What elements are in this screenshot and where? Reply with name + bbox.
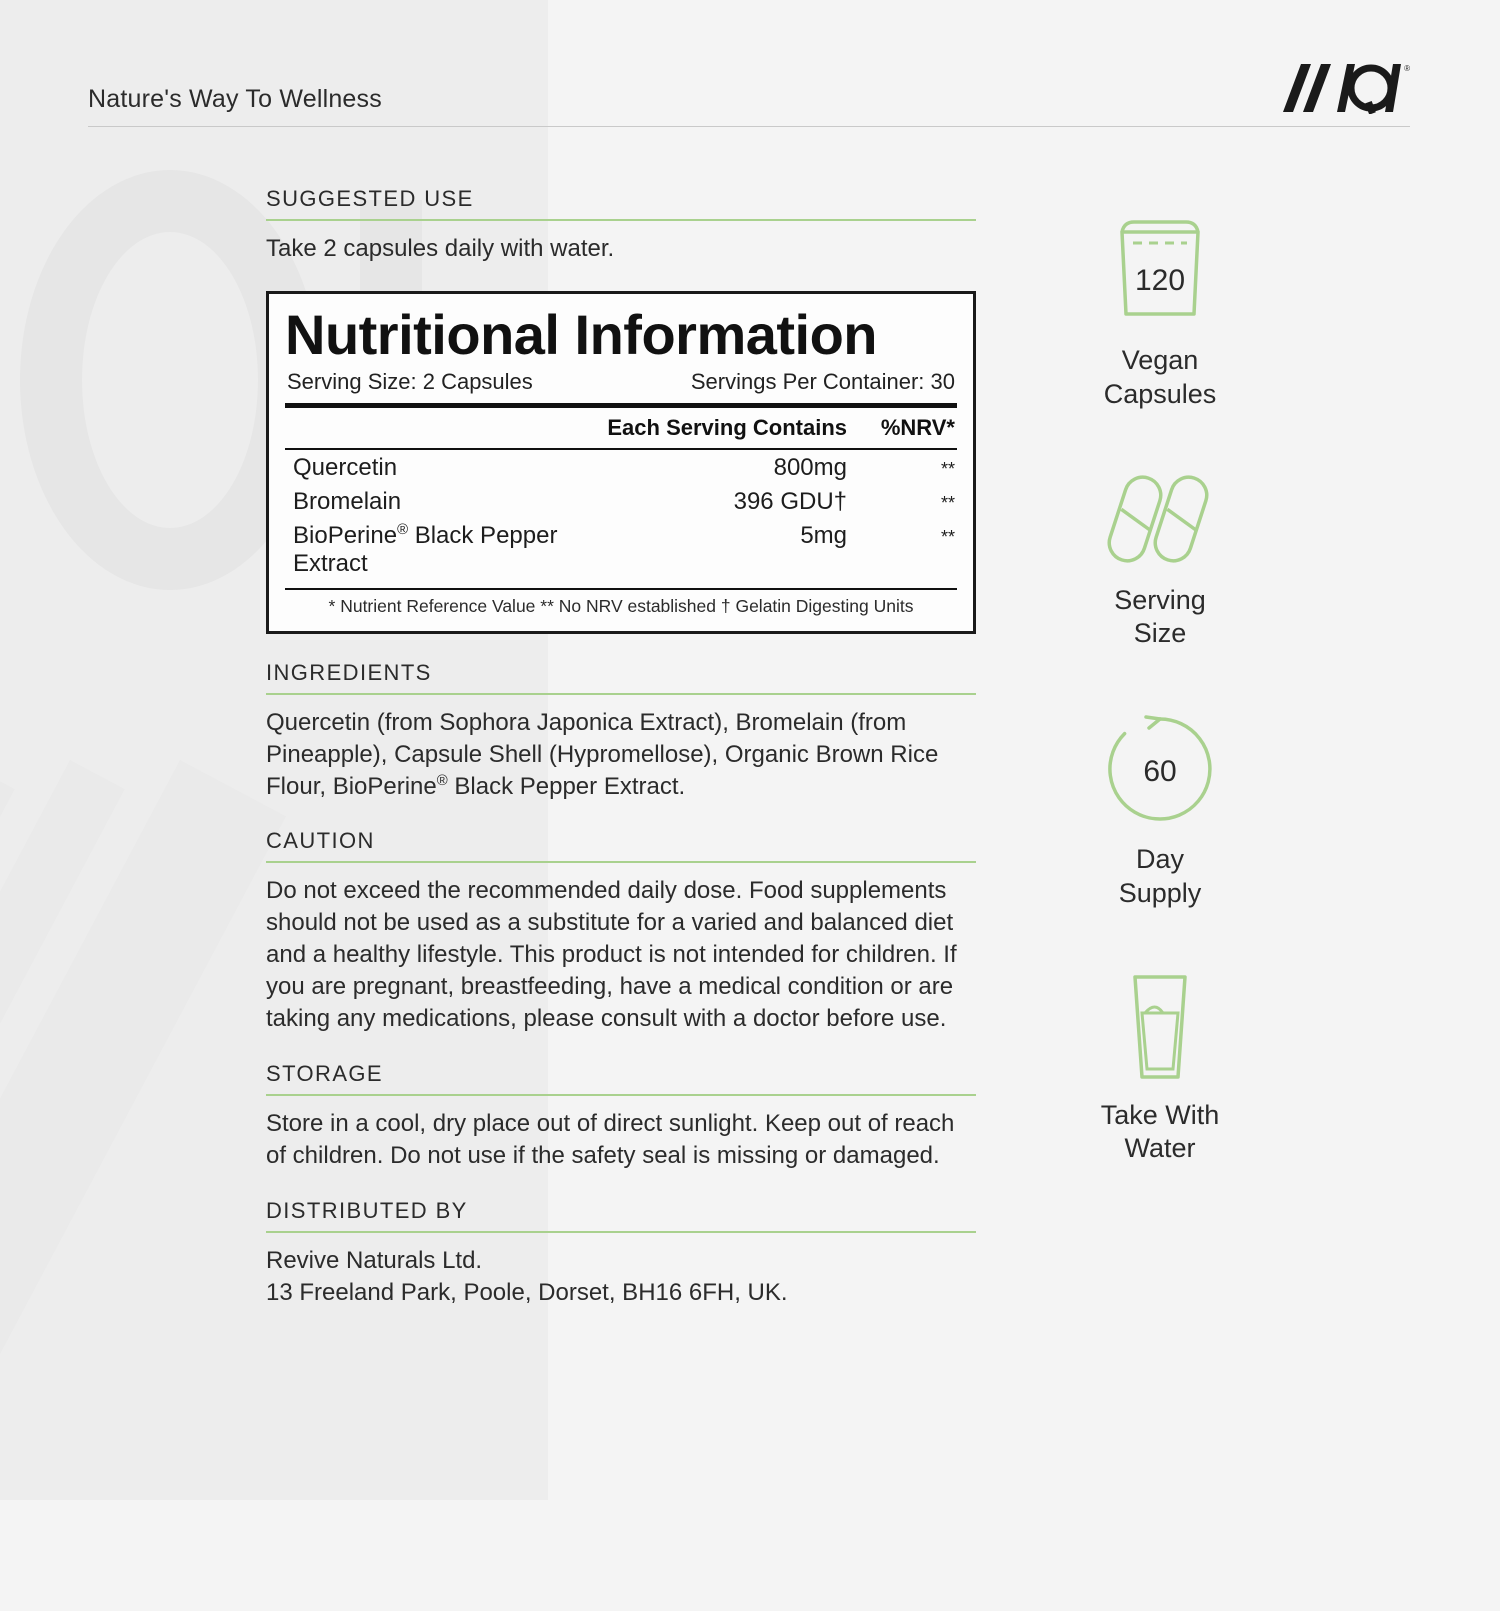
section-body-storage: Store in a cool, dry place out of direct sunlight. Keep out of reach of children. Do not use if the safety seal is missing or damaged. xyxy=(266,1109,955,1169)
nutrition-serving-size: Serving Size: 2 Capsules xyxy=(287,368,533,394)
feature-serving-size xyxy=(1095,470,1225,652)
section-body-caution: Do not exceed the recommended daily dose. Food supplements should not be used as a substitute for a varied and balanced diet and a healthy lifestyle. This product is not intended for children. If you are pregnant, breastfeeding, have a medical condition or are taking any medications, please consult with a doctor before use. xyxy=(266,877,957,1033)
nutrient-amount: 5mg xyxy=(800,521,847,549)
nutrition-column-headers xyxy=(285,408,957,450)
feature-label-line1: Day xyxy=(1135,844,1184,874)
nutrient-name: BioPerine® Black Pepper Extract xyxy=(293,521,558,577)
nutrition-serving-row xyxy=(285,365,957,408)
feature-icon-column xyxy=(1040,210,1280,1166)
feature-pouch xyxy=(1100,210,1220,412)
nutrient-nrv: ** xyxy=(940,458,955,479)
nutrient-amount: 396 GDU† xyxy=(733,487,847,515)
nutrient-amount: 800mg xyxy=(773,453,847,481)
pouch-icon xyxy=(1100,210,1220,330)
nutrient-nrv: ** xyxy=(940,492,955,513)
nutrition-title: Nutritional Information xyxy=(285,302,878,366)
table-row xyxy=(285,484,957,518)
table-row xyxy=(285,518,957,580)
section-heading-distributed-by: DISTRIBUTED BY xyxy=(266,1198,976,1233)
feature-day-supply xyxy=(1100,709,1220,911)
feature-label-line2: Water xyxy=(1124,1133,1196,1164)
feature-take-with-water xyxy=(1101,969,1220,1167)
section-body-ingredients: Quercetin (from Sophora Japonica Extract), Bromelain (from Pineapple), Capsule Shell (Hypromellose), Organic Brown Rice Flour, BioPerine® Black Pepper Extract. xyxy=(266,708,939,800)
nutrient-name: Quercetin xyxy=(293,453,398,481)
section-heading-storage: STORAGE xyxy=(266,1061,976,1096)
feature-label-vegan-capsules xyxy=(1104,344,1217,412)
nutrition-col-nrv-header: %NRV* xyxy=(880,414,955,440)
logo-registered-mark: ® xyxy=(1404,64,1410,73)
capsules-icon xyxy=(1095,470,1225,570)
feature-label-day-supply xyxy=(1119,843,1202,911)
nutrition-servings-per-container: Servings Per Container: 30 xyxy=(690,368,955,394)
feature-label-line2: Size xyxy=(1133,618,1187,649)
section-heading-caution: CAUTION xyxy=(266,828,976,863)
circle-clock-icon xyxy=(1100,709,1220,829)
water-glass-icon xyxy=(1105,969,1215,1085)
table-row xyxy=(285,450,957,484)
section-body-suggested-use: Take 2 capsules daily with water. xyxy=(266,235,615,262)
distributor-name: Revive Naturals Ltd. xyxy=(266,1246,483,1274)
feature-label-line1: Take With xyxy=(1100,1099,1220,1130)
feature-label-line2: Capsules xyxy=(1103,378,1217,409)
logo-101-icon xyxy=(1281,62,1401,114)
nutritional-information-panel xyxy=(266,291,976,634)
page-header xyxy=(88,62,1410,127)
day-supply-count: 60 xyxy=(1143,755,1177,788)
feature-label-line1: Serving xyxy=(1114,584,1206,615)
brand-logo xyxy=(1281,62,1410,114)
feature-label-line1: Vegan xyxy=(1121,345,1199,375)
distributor-address: 13 Freeland Park, Poole, Dorset, BH16 6FH, UK. xyxy=(266,1278,788,1306)
feature-label-take-with-water xyxy=(1101,1099,1220,1167)
nutrition-col-amount-header: Each Serving Contains xyxy=(607,414,847,440)
pouch-count: 120 xyxy=(1134,264,1186,297)
section-heading-ingredients: INGREDIENTS xyxy=(266,660,976,695)
section-heading-suggested-use: SUGGESTED USE xyxy=(266,186,976,221)
feature-label-serving-size xyxy=(1114,584,1206,652)
nutrient-nrv: ** xyxy=(940,526,955,547)
brand-tagline: Nature's Way To Wellness xyxy=(88,85,382,113)
feature-label-line2: Supply xyxy=(1118,877,1202,908)
label-content xyxy=(266,186,976,1309)
nutrient-name: Bromelain xyxy=(293,487,402,515)
nutrition-footnote: * Nutrient Reference Value ** No NRV established † Gelatin Digesting Units xyxy=(285,588,957,617)
